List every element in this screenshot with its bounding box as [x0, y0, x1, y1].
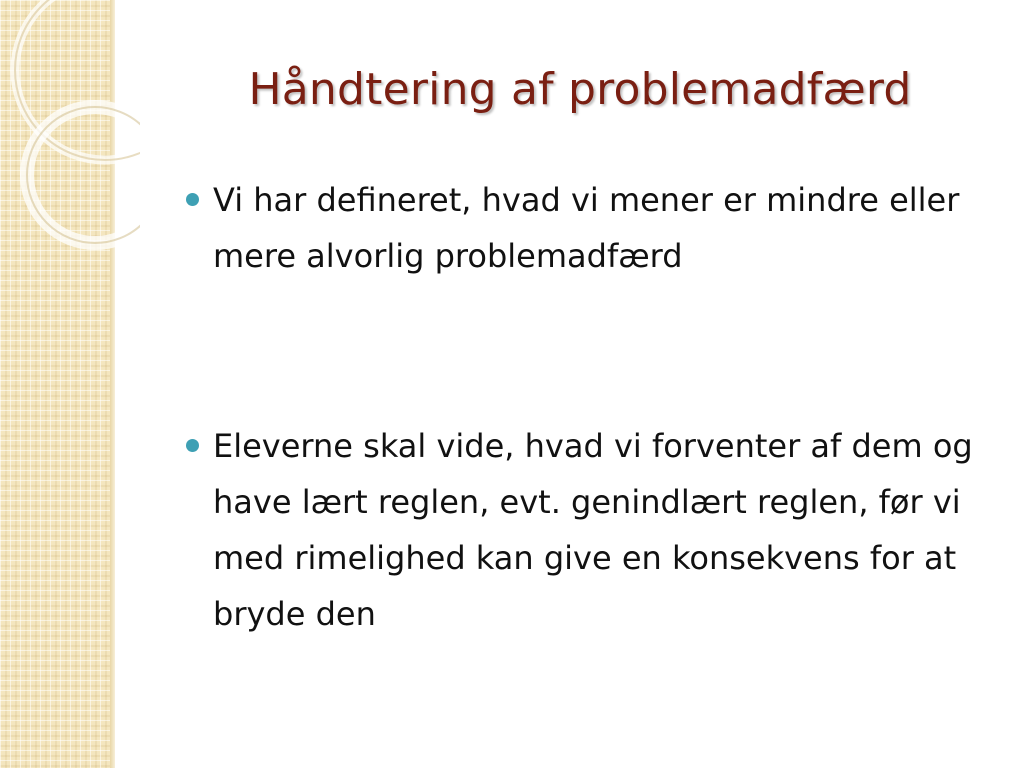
bullet-dot-icon — [186, 439, 199, 452]
bullet-text: Vi har defineret, hvad vi mener er mindre eller mere alvorlig problemadfærd — [213, 181, 960, 275]
bullet-list — [186, 172, 996, 642]
bullet-dot-icon — [186, 193, 199, 206]
decorative-rings-icon — [0, 0, 140, 260]
slide-title: Håndtering af problemadfærd — [248, 64, 912, 115]
bullet-item — [186, 418, 996, 642]
bullet-text: Eleverne skal vide, hvad vi forventer af dem og have lært reglen, evt. genindlært reglen, før vi med rimelighed kan give en konsekvens for at bryde den — [213, 427, 973, 633]
bullet-item — [186, 172, 996, 284]
